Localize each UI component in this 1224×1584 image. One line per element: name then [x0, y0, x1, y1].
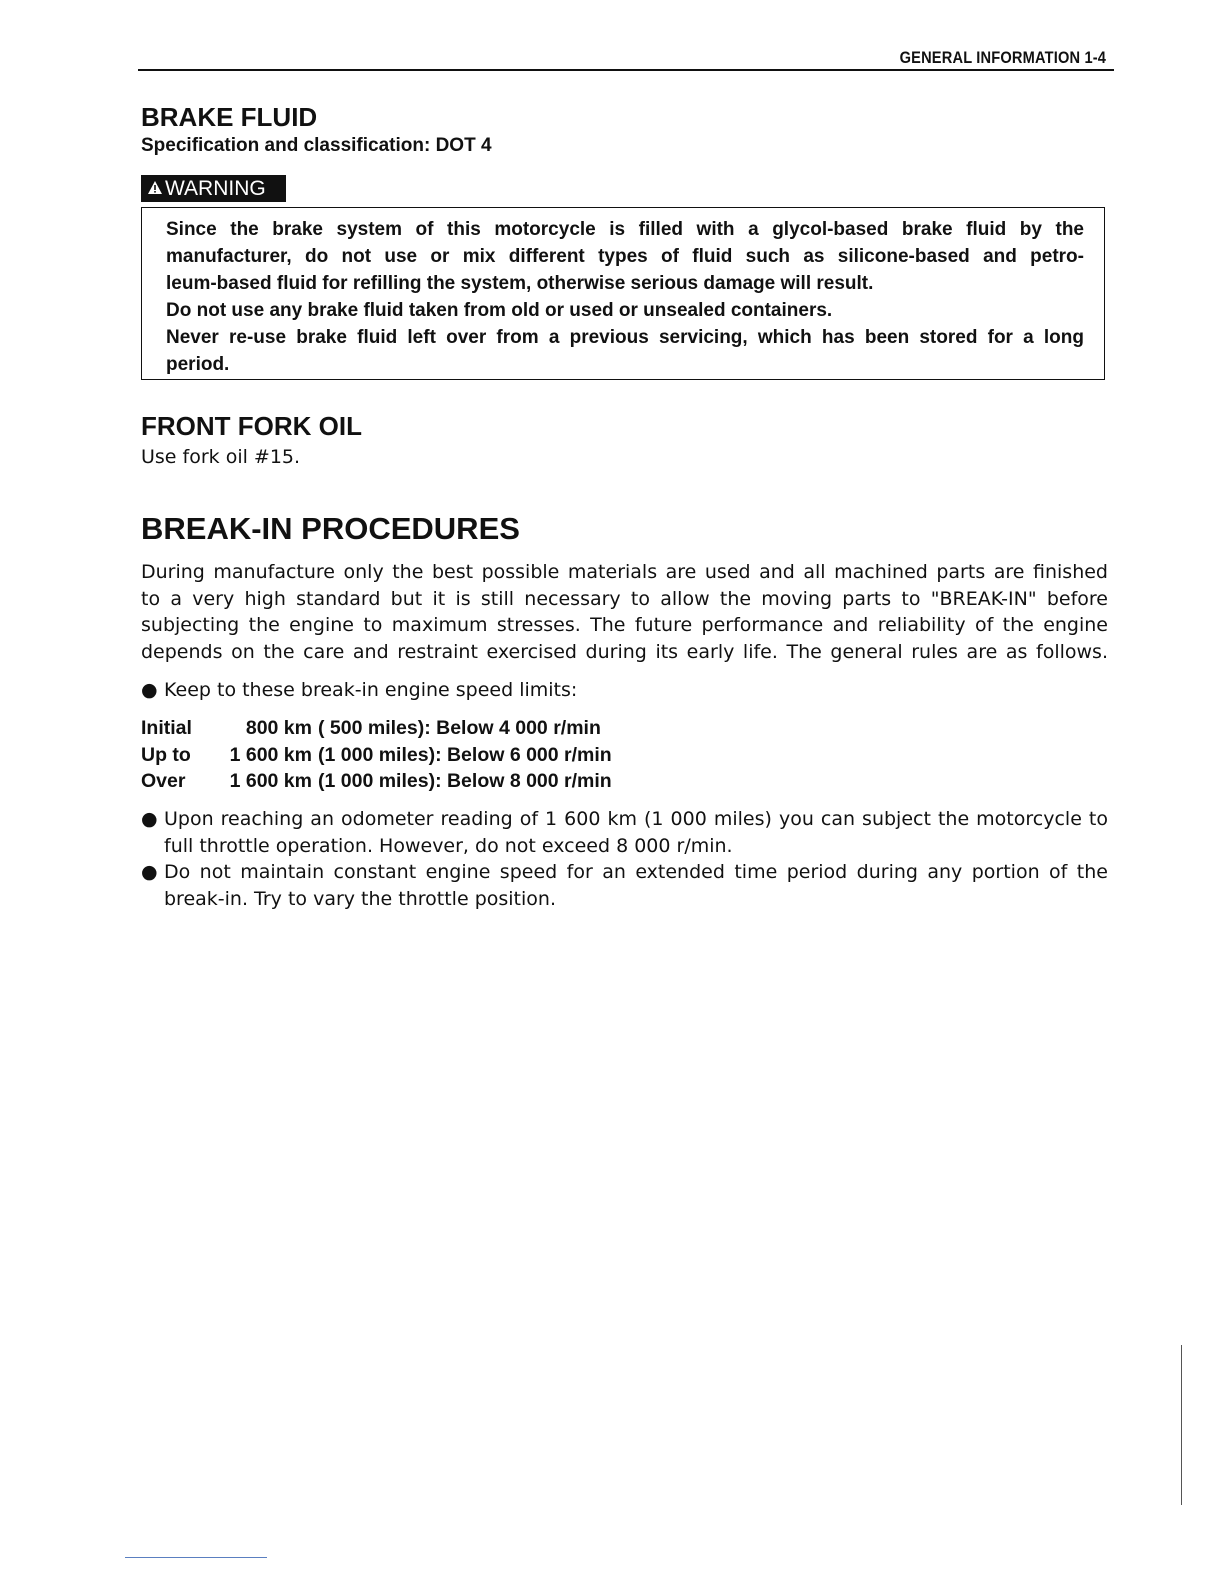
front-fork-oil-text: Use fork oil #15. [141, 446, 301, 468]
paragraph-line: depends on the care and restraint exercised during its early life. The general rules are as follows. [141, 640, 1108, 663]
warning-line: Never re-use brake fluid left over from a previous servicing, which has been stored for a long [166, 327, 1084, 348]
warning-line: Do not use any brake fluid taken from old or used or unsealed containers. [166, 300, 833, 321]
header-rule [138, 69, 1114, 71]
limit-label: Initial [141, 717, 192, 739]
bullet-text: Keep to these break-in engine speed limits: [164, 679, 578, 701]
paragraph-line: subjecting the engine to maximum stresses. The future performance and reliability of the engine [141, 614, 1108, 636]
speed-limit-row [141, 742, 612, 769]
break-in-intro [141, 559, 1108, 665]
speed-limit-row [141, 715, 612, 742]
limit-miles: (1 000 miles): Below 8 000 r/min [318, 770, 612, 792]
warning-triangle-icon [147, 180, 163, 198]
paragraph-line: to a very high standard but it is still necessary to allow the moving parts to "BREAK-IN" before [141, 587, 1108, 610]
bullet-item [141, 806, 1108, 859]
bullet-text: break-in. Try to vary the throttle position. [164, 887, 556, 910]
running-header: GENERAL INFORMATION 1-4 [899, 48, 1106, 67]
limit-miles: (1 000 miles): Below 6 000 r/min [318, 743, 612, 766]
limit-label: Over [141, 770, 186, 792]
warning-line: leum-based fluid for refilling the system, otherwise serious damage will result. [166, 273, 874, 294]
speed-limits-table [141, 715, 612, 795]
bullet-icon: ● [141, 808, 158, 830]
limit-miles: ( 500 miles): Below 4 000 r/min [318, 717, 601, 739]
limit-km: 1 600 km [229, 770, 312, 792]
warning-line: manufacturer, do not use or mix different types of fluid such as silicone-based and petro- [166, 246, 1084, 267]
warning-line: Since the brake system of this motorcycle is filled with a glycol-based brake fluid by the [166, 219, 1084, 240]
break-in-heading: BREAK-IN PROCEDURES [141, 511, 520, 546]
scan-bottom-mark [125, 1557, 267, 1558]
scan-edge-mark [1181, 1345, 1182, 1505]
limit-label: Up to [141, 743, 191, 766]
brake-fluid-spec: Specification and classification: DOT 4 [141, 135, 492, 156]
bullet-text: Do not maintain constant engine speed for an extended time period during any portion of the [164, 861, 1108, 883]
bullet-icon: ● [141, 861, 158, 883]
warning-line: period. [166, 354, 230, 375]
front-fork-oil-heading: FRONT FORK OIL [141, 411, 362, 441]
limit-km: 800 km [245, 717, 312, 739]
warning-label [141, 175, 286, 202]
speed-limit-row [141, 768, 612, 795]
brake-fluid-heading: BRAKE FLUID [141, 102, 318, 132]
bullet-icon: ● [141, 679, 158, 701]
bullet-text: full throttle operation. However, do not exceed 8 000 r/min. [164, 834, 733, 857]
bullet-item [141, 859, 1108, 912]
bullet-text: Upon reaching an odometer reading of 1 600 km (1 000 miles) you can subject the motorcycle to [164, 808, 1108, 830]
limit-km: 1 600 km [229, 743, 312, 766]
bullet-item [141, 677, 1108, 704]
paragraph-line: During manufacture only the best possible materials are used and all machined parts are finished [141, 561, 1108, 583]
warning-label-text: WARNING [165, 176, 266, 200]
warning-box [141, 207, 1105, 380]
